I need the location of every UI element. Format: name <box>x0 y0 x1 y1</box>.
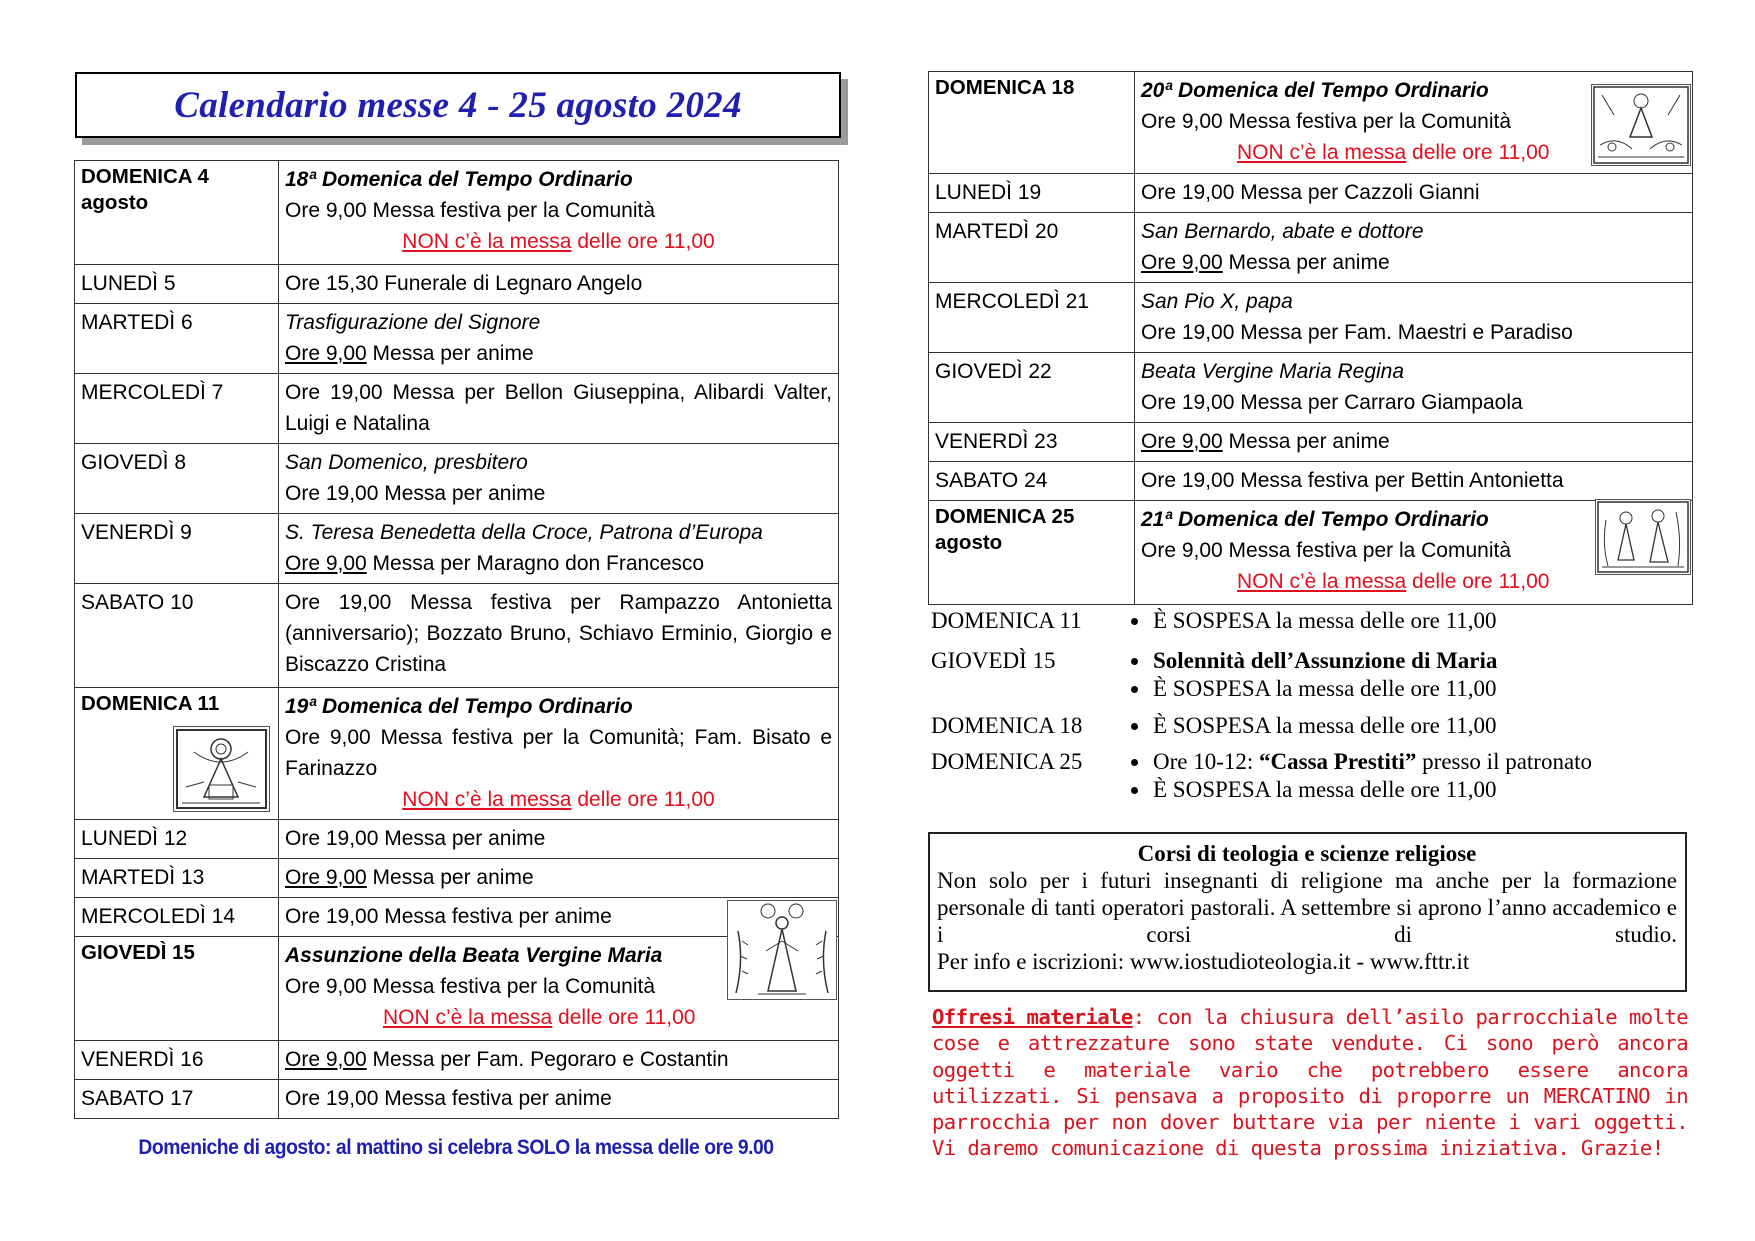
day-cell: VENERDÌ 16 <box>75 1041 279 1080</box>
day-cell: MARTEDÌ 20 <box>929 213 1135 283</box>
mass-line: Ore 19,00 Messa per anime <box>285 482 546 505</box>
note-row <box>931 712 1701 740</box>
day-label: GIOVEDÌ 15 <box>81 941 195 964</box>
mass-cell <box>1135 501 1693 605</box>
mass-line: Ore 9,00 Messa festiva per la Comunità <box>1141 539 1512 562</box>
table-row <box>75 304 839 374</box>
table-row <box>929 462 1693 501</box>
mass-cell <box>279 514 839 584</box>
note-day: DOMENICA 25 <box>931 749 1083 774</box>
feast-label: S. Teresa Benedetta della Croce, Patrona d’Europa <box>285 521 763 544</box>
day-cell <box>75 937 279 1041</box>
mass-cell: Ore 19,00 Messa per Bellon Giuseppina, Alibardi Valter, Luigi e Natalina <box>279 374 839 444</box>
day-cell: MARTEDÌ 6 <box>75 304 279 374</box>
day-sub-label: agosto <box>81 191 149 214</box>
mass-time: Ore 9,00 <box>285 552 367 575</box>
table-row <box>929 501 1693 605</box>
feast-label: Assunzione della Beata Vergine Maria <box>285 944 663 967</box>
mass-time: Ore 9,00 <box>1141 430 1223 453</box>
mass-cell <box>279 161 839 265</box>
no-mass-time: delle ore 11,00 <box>552 1006 696 1029</box>
course-description: Non solo per i futuri insegnanti di religione ma anche per la formazione personale di tanti operatori pastorali. A settembre si aprono l’anno accademico e i corsi di studio. <box>937 868 1677 947</box>
note-row <box>931 748 1701 804</box>
note-day: GIOVEDÌ 15 <box>931 648 1056 673</box>
no-mass-label: NON c’è la messa <box>402 788 572 811</box>
mass-cell <box>279 304 839 374</box>
no-mass-time: delle ore 11,00 <box>571 230 715 253</box>
feast-label: San Pio X, papa <box>1141 290 1293 313</box>
day-cell: SABATO 17 <box>75 1080 279 1119</box>
feast-label: 20ª Domenica del Tempo Ordinario <box>1141 79 1489 102</box>
parable-image <box>1595 499 1691 575</box>
mass-cell: Ore 19,00 Messa per anime <box>279 820 839 859</box>
table-row <box>929 423 1693 462</box>
table-row <box>929 72 1693 174</box>
note-item: • È SOSPESA la messa delle ore 11,00 <box>1151 607 1496 635</box>
course-title: Corsi di teologia e scienze religiose <box>1137 841 1477 866</box>
mass-time: Ore 9,00 <box>285 866 367 889</box>
day-cell: LUNEDÌ 19 <box>929 174 1135 213</box>
day-label: DOMENICA 18 <box>935 76 1075 99</box>
day-cell: MERCOLEDÌ 21 <box>929 283 1135 353</box>
table-row <box>75 859 839 898</box>
table-row <box>75 265 839 304</box>
note-row <box>931 647 1701 703</box>
day-cell <box>929 501 1135 605</box>
no-mass-label: NON c’è la messa <box>383 1006 553 1029</box>
no-mass-label: NON c’è la messa <box>1237 141 1407 164</box>
table-row <box>929 174 1693 213</box>
mass-cell: Ore 19,00 Messa per Cazzoli Gianni <box>1135 174 1693 213</box>
day-label: DOMENICA 4 <box>81 165 209 188</box>
mass-line: Messa per Maragno don Francesco <box>366 552 705 575</box>
mass-line: Messa per Fam. Pegoraro e Costantin <box>366 1048 729 1071</box>
day-cell: GIOVEDÌ 22 <box>929 353 1135 423</box>
mass-time: Ore 9,00 <box>285 342 367 365</box>
table-row <box>75 1080 839 1119</box>
theology-course-box <box>928 832 1687 992</box>
note-item: • È SOSPESA la messa delle ore 11,00 <box>1151 712 1496 740</box>
note-item: • Ore 10-12: “Cassa Prestiti” presso il patronato <box>1151 748 1592 776</box>
table-row <box>929 213 1693 283</box>
day-cell: LUNEDÌ 5 <box>75 265 279 304</box>
table-row <box>75 161 839 265</box>
note-day: DOMENICA 18 <box>931 713 1083 738</box>
mass-line: Ore 9,00 Messa festiva per la Comunità <box>285 199 656 222</box>
mass-line: Messa per anime <box>1222 430 1390 453</box>
feast-label: San Bernardo, abate e dottore <box>1141 220 1424 243</box>
feast-label: Trasfigurazione del Signore <box>285 311 541 334</box>
table-row <box>75 584 839 688</box>
feast-label: 21ª Domenica del Tempo Ordinario <box>1141 508 1489 531</box>
table-row <box>75 688 839 820</box>
offer-text: : con la chiusura dell’asilo parrocchiale molte cose e attrezzature sono state vendute. Ci sono però ancora oggetti e materiale vario che potrebbero essere ancora utilizzati. Si pensava a proposito di proporre un MERCATINO in parrocchia per non dover buttare via per niente i vari oggetti. Vi daremo comunicazione di questa prossima iniziativa. Grazie! <box>932 1005 1688 1161</box>
day-cell <box>75 688 279 820</box>
day-cell <box>75 161 279 265</box>
mass-cell: Ore 15,30 Funerale di Legnaro Angelo <box>279 265 839 304</box>
mass-line: Messa per anime <box>366 866 534 889</box>
no-mass-label: NON c’è la messa <box>402 230 572 253</box>
feast-label: San Domenico, presbitero <box>285 451 528 474</box>
table-row <box>75 820 839 859</box>
table-row <box>75 514 839 584</box>
table-row <box>75 374 839 444</box>
mass-cell: Ore 19,00 Messa festiva per Bettin Antonietta <box>1135 462 1693 501</box>
mass-cell: Ore 19,00 Messa festiva per Rampazzo Antonietta (anniversario); Bozzato Bruno, Schiavo Erminio, Giorgio e Biscazzo Cristina <box>279 584 839 688</box>
day-cell: LUNEDÌ 12 <box>75 820 279 859</box>
no-mass-time: delle ore 11,00 <box>1406 570 1550 593</box>
mass-cell <box>279 1041 839 1080</box>
day-label: DOMENICA 25 <box>935 505 1075 528</box>
day-label: DOMENICA 11 <box>81 692 220 715</box>
mass-time: Ore 9,00 <box>1141 251 1223 274</box>
mass-cell <box>1135 72 1693 174</box>
mass-line: Ore 19,00 Messa festiva per anime <box>285 905 612 928</box>
day-cell: MERCOLEDÌ 14 <box>75 898 279 937</box>
mass-cell <box>1135 283 1693 353</box>
note-day: DOMENICA 11 <box>931 608 1082 633</box>
calendar-table-right <box>928 71 1693 605</box>
table-row <box>929 353 1693 423</box>
mass-cell <box>279 444 839 514</box>
note-row <box>931 607 1701 635</box>
feast-label: 18ª Domenica del Tempo Ordinario <box>285 168 633 191</box>
mass-cell <box>1135 213 1693 283</box>
day-sub-label: agosto <box>935 531 1003 554</box>
mass-cell <box>279 859 839 898</box>
day-cell: VENERDÌ 9 <box>75 514 279 584</box>
transfiguration-image <box>1591 84 1691 166</box>
table-row <box>75 444 839 514</box>
day-cell: VENERDÌ 23 <box>929 423 1135 462</box>
mass-cell: Ore 19,00 Messa festiva per anime <box>279 1080 839 1119</box>
no-mass-time: delle ore 11,00 <box>1406 141 1550 164</box>
notes-section <box>931 607 1701 804</box>
mass-time: Ore 9,00 <box>285 1048 367 1071</box>
mass-cell <box>1135 353 1693 423</box>
calendar-table-left <box>74 160 839 1119</box>
mass-line: Ore 9,00 Messa festiva per la Comunità <box>1141 110 1512 133</box>
day-cell: MERCOLEDÌ 7 <box>75 374 279 444</box>
course-info: Per info e iscrizioni: www.iostudioteologia.it - www.fttr.it <box>937 949 1470 974</box>
no-mass-label: NON c’è la messa <box>1237 570 1407 593</box>
no-mass-time: delle ore 11,00 <box>571 788 715 811</box>
note-item: • È SOSPESA la messa delle ore 11,00 <box>1151 776 1592 804</box>
mass-cell <box>1135 423 1693 462</box>
day-cell: SABATO 24 <box>929 462 1135 501</box>
christ-pantocrator-image <box>173 726 270 812</box>
day-cell <box>929 72 1135 174</box>
august-sundays-note: Domeniche di agosto: al mattino si celebra SOLO la messa delle ore 9.00 <box>138 1136 774 1159</box>
mass-line: Messa per anime <box>366 342 534 365</box>
table-row <box>75 1041 839 1080</box>
note-item: • È SOSPESA la messa delle ore 11,00 <box>1151 675 1497 703</box>
mass-line: Ore 9,00 Messa festiva per la Comunità <box>285 975 656 998</box>
day-cell: MARTEDÌ 13 <box>75 859 279 898</box>
mass-line: Ore 19,00 Messa per Fam. Maestri e Paradiso <box>1141 321 1573 344</box>
cassa-prestiti-label: “Cassa Prestiti” <box>1259 749 1417 774</box>
day-cell: GIOVEDÌ 8 <box>75 444 279 514</box>
table-row <box>75 937 839 1041</box>
mass-line: Ore 19,00 Messa per Carraro Giampaola <box>1141 391 1523 414</box>
table-row <box>929 283 1693 353</box>
assumption-image <box>727 900 837 1000</box>
page-title: Calendario messe 4 - 25 agosto 2024 <box>174 84 742 126</box>
feast-label: 19ª Domenica del Tempo Ordinario <box>285 695 633 718</box>
offer-label: Offresi materiale <box>932 1005 1133 1029</box>
mass-line: Messa per anime <box>1222 251 1390 274</box>
day-cell: SABATO 10 <box>75 584 279 688</box>
mass-line: Ore 9,00 Messa festiva per la Comunità; Fam. Bisato e Farinazzo <box>285 726 832 780</box>
mass-cell <box>279 898 839 937</box>
note-item: • Solennità dell’Assunzione di Maria <box>1151 647 1497 675</box>
mass-cell <box>279 688 839 820</box>
title-box <box>75 72 841 138</box>
table-row <box>75 898 839 937</box>
offer-notice <box>932 1004 1688 1162</box>
feast-label: Beata Vergine Maria Regina <box>1141 360 1405 383</box>
